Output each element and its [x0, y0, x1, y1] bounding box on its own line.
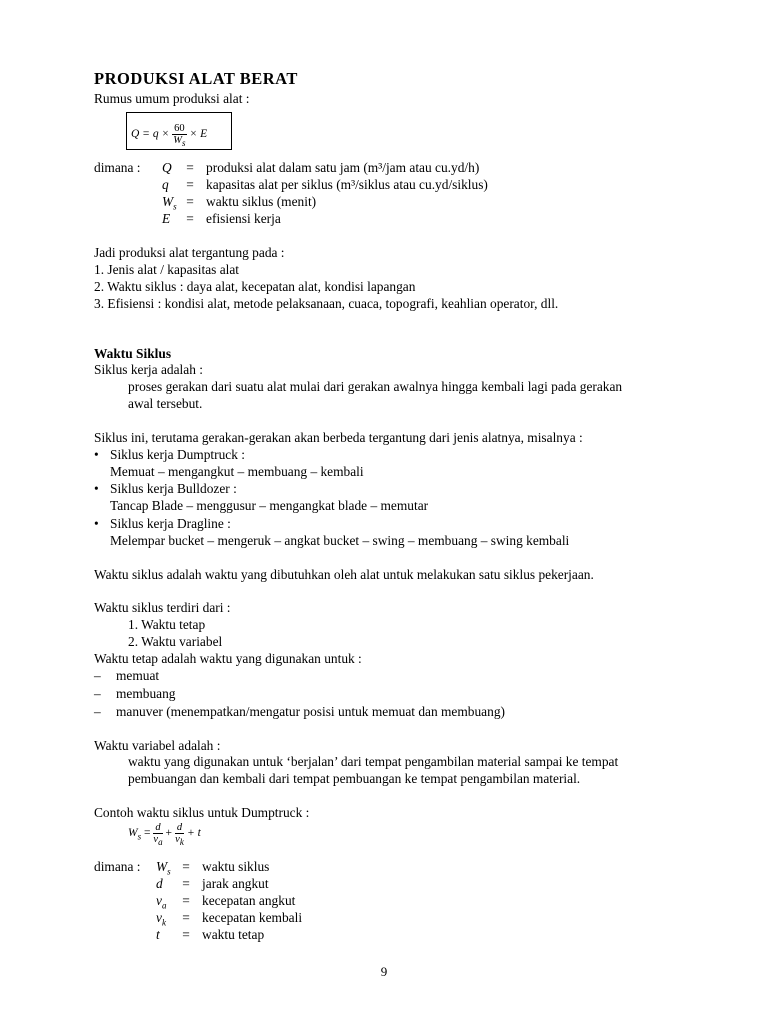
cycle-definition-line-1: proses gerakan dari suatu alat mulai dari gerakan awalnya hingga kembali lagi pada gerakan — [128, 379, 623, 394]
def2-symbol-main: v — [156, 893, 162, 908]
production-formula-box — [126, 112, 232, 150]
fixed-time-item — [94, 685, 176, 702]
formula2-lhs-sub: s — [137, 831, 142, 842]
def-symbol-main: W — [162, 194, 174, 209]
bullet-item — [94, 515, 231, 532]
fixed-time-item — [94, 703, 505, 720]
def-equals: = — [186, 194, 194, 209]
bullet-icon: • — [94, 447, 99, 462]
formula2-plus: + — [165, 827, 172, 840]
def2-symbol — [156, 909, 180, 926]
bullet-icon: • — [94, 481, 99, 496]
formula2-denominator — [153, 834, 163, 848]
def2-equals: = — [182, 876, 190, 891]
def-row-q-small — [162, 176, 488, 193]
formula-fraction — [172, 123, 187, 149]
fixed-time-text: memuat — [116, 668, 160, 683]
depends-item: 2. Waktu siklus : daya alat, kecepatan alat, kondisi lapangan — [94, 279, 416, 294]
def-equals: = — [186, 177, 194, 192]
formula2-lhs — [128, 827, 142, 842]
def2-row — [156, 892, 295, 909]
section-lead: Siklus kerja adalah : — [94, 362, 203, 377]
def2-symbol: t — [156, 927, 160, 942]
dash-icon: – — [94, 704, 101, 719]
bullet-body: Melempar bucket – mengeruk – angkat bucket – swing – membuang – swing kembali — [110, 533, 570, 548]
def2-equals: = — [182, 859, 190, 874]
formula2-den-symbol: v — [175, 834, 180, 845]
formula-denominator — [173, 135, 186, 149]
intro-text: Rumus umum produksi alat : — [94, 91, 250, 106]
cycle-intro: Siklus ini, terutama gerakan-gerakan akan berbeda tergantung dari jenis alatnya, misalnya : — [94, 430, 583, 445]
def2-row — [156, 858, 269, 875]
def2-symbol-sub: s — [167, 866, 171, 877]
bullet-head: Siklus kerja Dragline : — [110, 516, 231, 531]
def2-symbol-main: v — [156, 910, 162, 925]
variable-time-line-2: pembuangan dan kembali dari tempat pembuangan ke tempat pengambilan material. — [128, 771, 581, 786]
formula-den-symbol: W — [173, 135, 182, 146]
formula2-numerator: d — [176, 822, 183, 833]
def2-equals: = — [182, 927, 190, 942]
def-description: efisiensi kerja — [206, 211, 281, 226]
section-heading: Waktu Siklus — [94, 346, 172, 361]
formula2-fraction-1 — [153, 822, 163, 848]
dash-icon: – — [94, 686, 101, 701]
def-row-q — [162, 159, 479, 176]
def2-description: waktu siklus — [202, 859, 270, 874]
def2-row — [156, 875, 269, 892]
def-symbol-sub: s — [173, 201, 177, 212]
fixed-time-item — [94, 667, 159, 684]
fixed-time-text: manuver (menempatkan/mengatur posisi untuk memuat dan membuang) — [116, 704, 505, 719]
bullet-item — [94, 480, 237, 497]
def2-description: kecepatan angkut — [202, 893, 296, 908]
bullet-head: Siklus kerja Dumptruck : — [110, 447, 246, 462]
depends-item: 3. Efisiensi : kondisi alat, metode pelaksanaan, cuaca, topografi, keahlian operator, dll. — [94, 296, 559, 311]
formula2-equals: = — [143, 827, 151, 840]
def2-symbol-sub: a — [161, 900, 167, 911]
bullet-body: Tancap Blade – menggusur – mengangkat blade – memutar — [110, 498, 429, 513]
formula2-tail: + t — [186, 827, 201, 840]
def-symbol: E — [162, 211, 171, 226]
formula-den-sub: s — [181, 138, 186, 149]
def2-description: kecepatan kembali — [202, 910, 303, 925]
def2-symbol-sub: k — [161, 917, 166, 928]
def2-description: waktu tetap — [202, 927, 265, 942]
variable-time-lead: Waktu variabel adalah : — [94, 738, 221, 753]
formula-numerator: 60 — [174, 123, 185, 134]
depends-item: 1. Jenis alat / kapasitas alat — [94, 262, 240, 277]
formula2-fraction-2 — [175, 822, 184, 848]
formula2-lhs-symbol: W — [128, 827, 138, 840]
def-description: produksi alat dalam satu jam (m³/jam atau cu.yd/h) — [206, 160, 480, 175]
def2-equals: = — [182, 893, 190, 908]
def2-symbol: d — [156, 876, 163, 891]
consists-item: 1. Waktu tetap — [128, 617, 206, 632]
def2-symbol-main: W — [156, 859, 168, 874]
cycle-definition-line-2: awal tersebut. — [128, 396, 203, 411]
bullet-item — [94, 446, 245, 463]
def-description: kapasitas alat per siklus (m³/siklus atau cu.yd/siklus) — [206, 177, 488, 192]
fixed-time-text: membuang — [116, 686, 176, 701]
formula-rhs: × E — [189, 128, 208, 141]
definitions-lead: dimana : — [94, 160, 141, 175]
def-symbol: Q — [162, 160, 172, 175]
def2-description: jarak angkut — [202, 876, 269, 891]
def-symbol: q — [162, 177, 169, 192]
def2-row — [156, 909, 302, 926]
def-equals: = — [186, 160, 194, 175]
bullet-body: Memuat – mengangkut – membuang – kembali — [110, 464, 364, 479]
consists-lead: Waktu siklus terdiri dari : — [94, 600, 231, 615]
page-title: PRODUKSI ALAT BERAT — [94, 69, 298, 88]
example-lead: Contoh waktu siklus untuk Dumptruck : — [94, 805, 310, 820]
variable-time-line-1: waktu yang digunakan untuk ‘berjalan’ dari tempat pengambilan material sampai ke tempat — [128, 754, 619, 769]
formula2-den-symbol: v — [153, 834, 159, 845]
cycle-time-definition: Waktu siklus adalah waktu yang dibutuhkan oleh alat untuk melakukan satu siklus pekerjaan. — [94, 567, 594, 582]
def-equals: = — [186, 211, 194, 226]
def-description: waktu siklus (menit) — [206, 194, 317, 209]
formula-lhs: Q = q × — [131, 128, 170, 141]
def2-equals: = — [182, 910, 190, 925]
def-row-e — [162, 210, 281, 227]
def-symbol — [162, 193, 184, 210]
depends-lead: Jadi produksi alat tergantung pada : — [94, 245, 285, 260]
bullet-icon: • — [94, 516, 99, 531]
bullet-head: Siklus kerja Bulldozer : — [110, 481, 237, 496]
dash-icon: – — [94, 668, 101, 683]
def2-symbol — [156, 892, 180, 909]
formula2-den-sub: a — [158, 837, 163, 848]
formula2-den-sub: k — [179, 837, 184, 848]
consists-item: 2. Waktu variabel — [128, 634, 223, 649]
def-row-ws — [162, 193, 316, 210]
formula2-denominator — [175, 834, 184, 848]
production-formula — [131, 123, 208, 149]
fixed-time-lead: Waktu tetap adalah waktu yang digunakan untuk : — [94, 651, 362, 666]
definitions2-lead: dimana : — [94, 859, 141, 874]
def2-symbol — [156, 858, 180, 875]
page-number: 9 — [380, 964, 388, 979]
formula2-numerator: d — [155, 822, 161, 833]
cycle-time-formula — [128, 822, 201, 848]
def2-row — [156, 926, 264, 943]
